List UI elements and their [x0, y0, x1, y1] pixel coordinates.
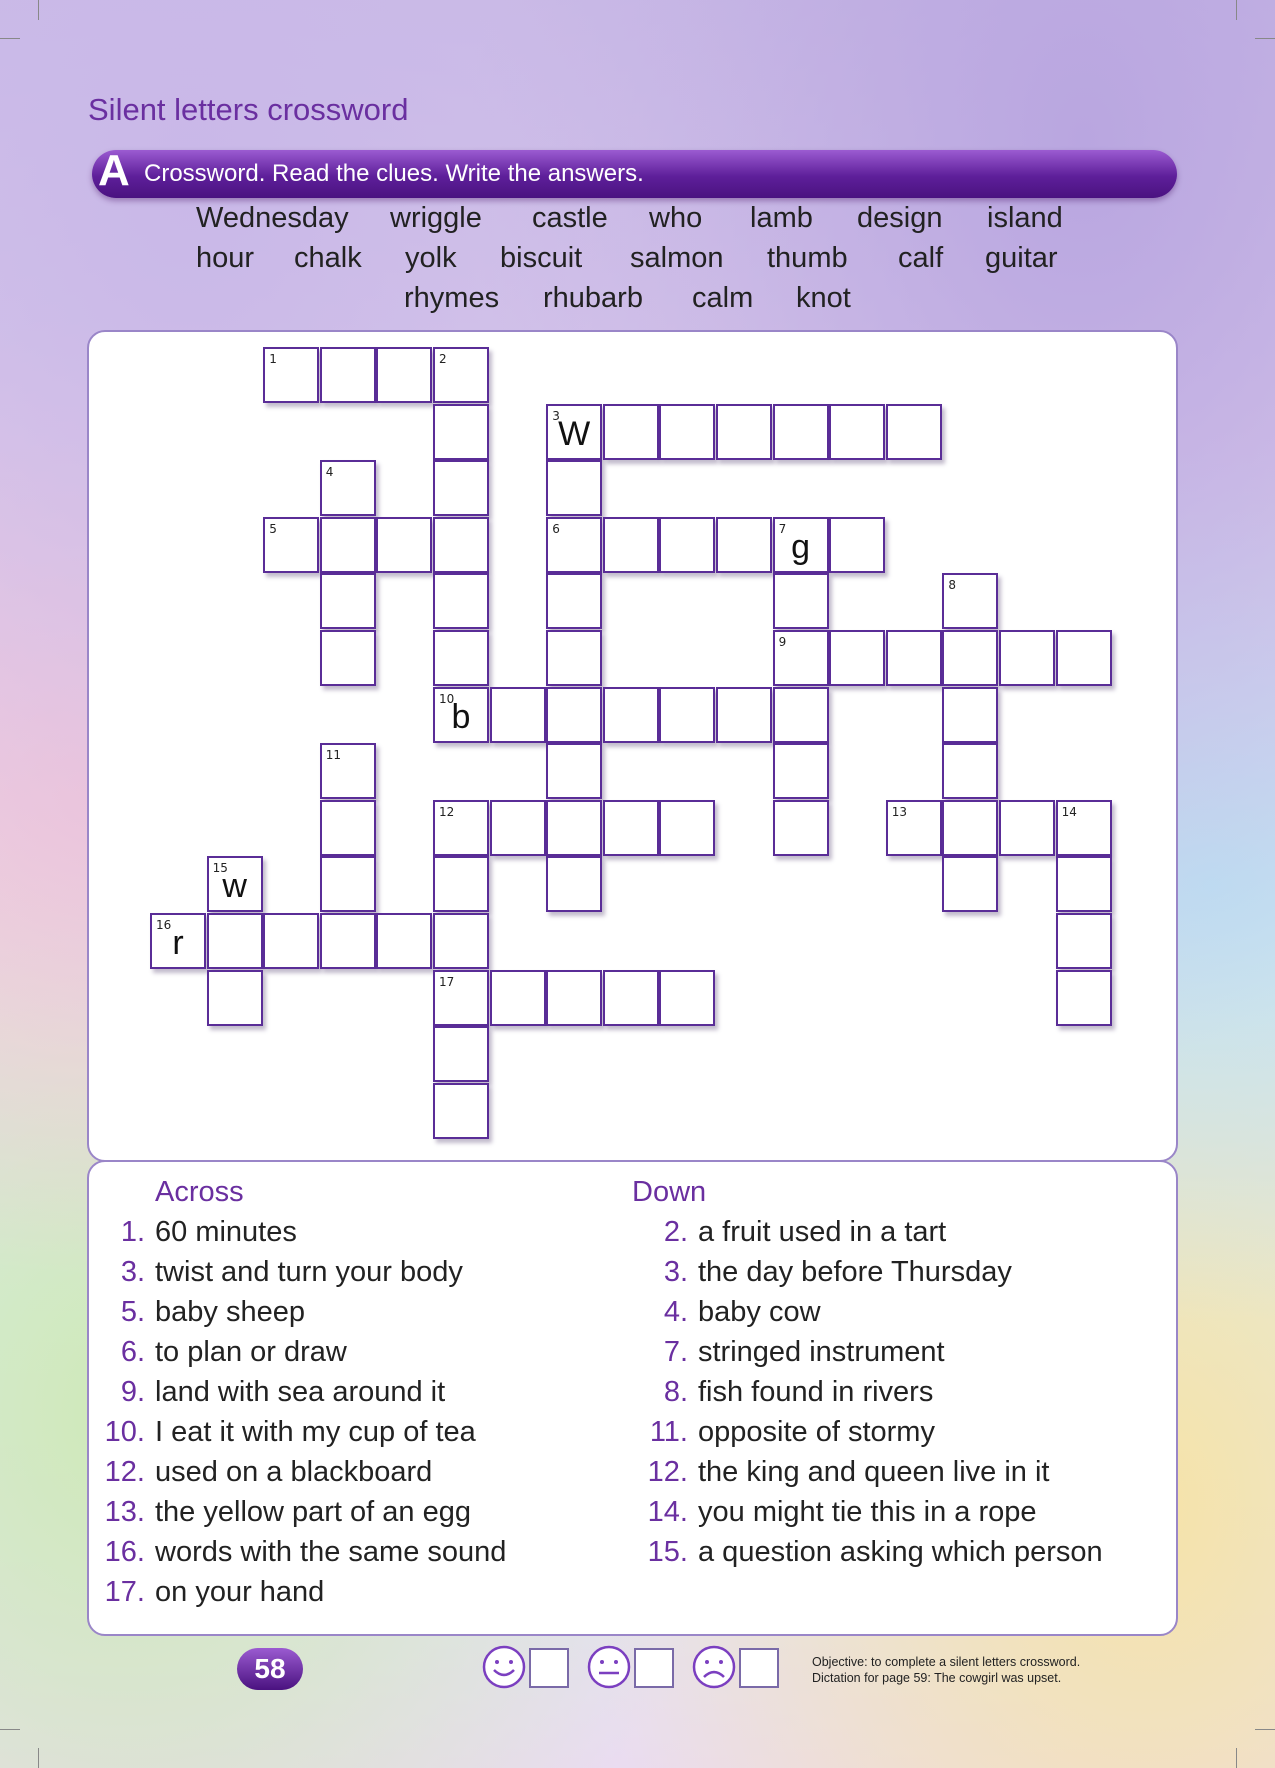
- crossword-cell[interactable]: [263, 517, 319, 573]
- crossword-cell[interactable]: [433, 913, 489, 969]
- word-bank-word: guitar: [985, 242, 1058, 274]
- clue-text: baby sheep: [155, 1296, 305, 1328]
- cell-letter: g: [791, 527, 811, 566]
- word-bank-word: rhymes: [404, 282, 500, 314]
- dictation-text: Dictation for page 59: The cowgirl was upset.: [812, 1671, 1062, 1685]
- crossword-cell[interactable]: [1056, 970, 1112, 1026]
- crossword-cell[interactable]: [490, 970, 546, 1026]
- happy-checkbox[interactable]: [529, 1648, 569, 1688]
- word-bank-word: calf: [898, 242, 944, 274]
- clue-text: the king and queen live in it: [698, 1456, 1050, 1488]
- crop-mark: [1236, 1748, 1237, 1768]
- across-clue: [120, 1212, 506, 1252]
- clue-text: stringed instrument: [698, 1336, 945, 1368]
- across-clues: [104, 1172, 507, 1612]
- across-clue: [104, 1532, 507, 1572]
- cell-number: 16: [156, 918, 172, 932]
- crossword-cell[interactable]: [659, 404, 715, 460]
- cell-number: 8: [948, 578, 957, 593]
- crossword-cell[interactable]: [546, 460, 602, 516]
- crop-mark: [38, 1748, 39, 1768]
- crossword-cell[interactable]: [659, 687, 715, 743]
- crossword-cell[interactable]: [603, 970, 659, 1026]
- crossword-cell[interactable]: [773, 743, 829, 799]
- crossword-cell[interactable]: [433, 856, 489, 912]
- word-bank-word: island: [987, 202, 1063, 234]
- clue-number: 7.: [663, 1336, 688, 1368]
- crossword-cell[interactable]: [376, 913, 432, 969]
- cell-number: 12: [439, 804, 455, 819]
- cell-number: 7: [778, 521, 787, 536]
- down-clue: [663, 1252, 1103, 1292]
- crossword-cell[interactable]: [942, 743, 998, 799]
- crossword-cell[interactable]: [546, 630, 602, 686]
- crossword-cell[interactable]: [263, 913, 319, 969]
- word-bank-word: hour: [196, 242, 255, 274]
- word-bank-row: [190, 202, 1090, 242]
- crossword-cell[interactable]: [433, 630, 489, 686]
- word-bank-word: design: [857, 202, 943, 234]
- down-clue: [647, 1452, 1103, 1492]
- crossword-cell[interactable]: [320, 347, 376, 403]
- crossword-cell[interactable]: [1056, 630, 1112, 686]
- clue-number: 3.: [663, 1256, 688, 1288]
- happy-face-icon: [482, 1645, 526, 1689]
- crossword-cell[interactable]: [999, 630, 1055, 686]
- sad-face-icon: [692, 1645, 736, 1689]
- word-bank-word: salmon: [630, 242, 724, 274]
- crossword-cell[interactable]: [1056, 856, 1112, 912]
- down-heading: Down: [632, 1176, 707, 1208]
- clue-text: opposite of stormy: [698, 1416, 935, 1448]
- clue-text: a question asking which person: [698, 1536, 1103, 1568]
- crossword-cell[interactable]: [320, 573, 376, 629]
- crossword-cell[interactable]: [942, 687, 998, 743]
- crop-mark: [0, 1729, 20, 1730]
- crossword-cell[interactable]: [207, 970, 263, 1026]
- crossword-cell[interactable]: [773, 630, 829, 686]
- objective-text: Objective: to complete a silent letters crossword.: [812, 1655, 1081, 1669]
- crossword-cell[interactable]: [999, 800, 1055, 856]
- cell-letter: w: [222, 867, 247, 906]
- clue-number: 15.: [647, 1536, 688, 1568]
- crossword-cell[interactable]: [659, 800, 715, 856]
- crossword-cell[interactable]: [150, 913, 206, 969]
- crossword-cell[interactable]: [829, 404, 885, 460]
- crossword-cell[interactable]: [320, 630, 376, 686]
- crossword-cell[interactable]: [433, 404, 489, 460]
- crossword-cell[interactable]: [716, 687, 772, 743]
- word-bank-word: biscuit: [500, 242, 583, 274]
- crop-mark: [0, 38, 20, 39]
- crossword-cell[interactable]: [659, 970, 715, 1026]
- crossword-cell[interactable]: [546, 856, 602, 912]
- crossword-cell[interactable]: [376, 347, 432, 403]
- clue-number: 9.: [120, 1376, 145, 1408]
- clue-number: 1.: [120, 1216, 145, 1248]
- crossword-cell[interactable]: [773, 800, 829, 856]
- crossword-cell[interactable]: [886, 404, 942, 460]
- crossword-cell[interactable]: [546, 573, 602, 629]
- clue-number: 6.: [120, 1336, 145, 1368]
- sad-checkbox[interactable]: [739, 1648, 779, 1688]
- neutral-face-icon: [587, 1645, 631, 1689]
- crossword-cell[interactable]: [490, 687, 546, 743]
- crossword-cell[interactable]: [433, 460, 489, 516]
- clue-number: 16.: [104, 1536, 145, 1568]
- section-instruction: Crossword. Read the clues. Write the answers.: [144, 160, 644, 187]
- word-bank-word: knot: [796, 282, 851, 314]
- crossword-cell[interactable]: [320, 800, 376, 856]
- across-clue: [120, 1292, 506, 1332]
- crossword-cell[interactable]: [320, 743, 376, 799]
- crossword-cell[interactable]: [603, 404, 659, 460]
- section-letter: A: [98, 146, 130, 195]
- cell-number: 2: [439, 352, 447, 366]
- crossword-cell[interactable]: [433, 573, 489, 629]
- cell-number: 9: [778, 635, 787, 649]
- cell-number: 13: [891, 804, 908, 819]
- across-clue: [104, 1412, 506, 1452]
- down-clue-list: [647, 1212, 1103, 1572]
- crossword-cell[interactable]: [320, 913, 376, 969]
- crossword-cell[interactable]: [773, 517, 829, 573]
- crossword-cell[interactable]: [942, 630, 998, 686]
- cell-number: 11: [325, 748, 342, 763]
- crossword-cell[interactable]: [716, 404, 772, 460]
- crossword-cell[interactable]: [716, 517, 772, 573]
- crop-mark: [38, 0, 39, 20]
- crossword-cell[interactable]: [433, 1083, 489, 1139]
- crossword-cell[interactable]: [207, 856, 263, 912]
- clue-text: you might tie this in a rope: [698, 1496, 1037, 1528]
- crop-mark: [1255, 38, 1275, 39]
- clue-text: words with the same sound: [155, 1536, 507, 1568]
- cell-number: 4: [325, 465, 334, 480]
- crossword-cell[interactable]: [942, 856, 998, 912]
- clue-text: to plan or draw: [155, 1336, 347, 1368]
- crossword-cell[interactable]: [433, 687, 489, 743]
- crossword-cell[interactable]: [546, 404, 602, 460]
- clue-number: 3.: [120, 1256, 145, 1288]
- across-clue: [120, 1332, 506, 1372]
- word-bank-word: yolk: [405, 242, 457, 274]
- word-bank-word: chalk: [294, 242, 362, 274]
- crossword-cell[interactable]: [490, 800, 546, 856]
- crossword-cell[interactable]: [546, 970, 602, 1026]
- down-clue: [649, 1412, 1103, 1452]
- word-bank-row: [190, 242, 1090, 282]
- across-clue: [104, 1492, 506, 1532]
- down-clue: [647, 1492, 1103, 1532]
- word-bank-word: wriggle: [390, 202, 482, 234]
- section-banner: [92, 146, 1177, 198]
- word-bank: [190, 202, 1090, 322]
- crossword-cell[interactable]: [433, 800, 489, 856]
- clue-text: baby cow: [698, 1296, 821, 1328]
- clue-text: a fruit used in a tart: [698, 1216, 947, 1248]
- crossword-cell[interactable]: [773, 573, 829, 629]
- clue-number: 14.: [647, 1496, 688, 1528]
- crossword-cell[interactable]: [942, 800, 998, 856]
- word-bank-word: rhubarb: [543, 282, 643, 314]
- crossword-cell[interactable]: [433, 347, 489, 403]
- cell-letter: b: [451, 697, 471, 736]
- crossword-cell[interactable]: [603, 800, 659, 856]
- crossword-cell[interactable]: [829, 517, 885, 573]
- cell-number: 17: [439, 974, 455, 989]
- across-clue: [104, 1452, 506, 1492]
- crossword-cell[interactable]: [546, 800, 602, 856]
- word-bank-word: thumb: [767, 242, 848, 274]
- crossword-cell[interactable]: [659, 517, 715, 573]
- word-bank-row: [190, 282, 1090, 322]
- crossword-cell[interactable]: [207, 913, 263, 969]
- down-clue: [663, 1372, 1103, 1412]
- clue-text: land with sea around it: [155, 1376, 446, 1408]
- clue-number: 12.: [104, 1456, 145, 1488]
- word-bank-word: castle: [532, 202, 608, 234]
- clue-number: 2.: [663, 1216, 688, 1248]
- down-clue: [663, 1332, 1103, 1372]
- clue-text: 60 minutes: [155, 1216, 297, 1248]
- word-bank-word: lamb: [750, 202, 813, 234]
- crossword-cell[interactable]: [773, 404, 829, 460]
- clue-text: twist and turn your body: [155, 1256, 463, 1288]
- across-clue: [120, 1252, 506, 1292]
- clue-text: the yellow part of an egg: [155, 1496, 471, 1528]
- page-title: Silent letters crossword: [88, 92, 409, 127]
- crossword-cell[interactable]: [546, 743, 602, 799]
- clue-number: 8.: [663, 1376, 688, 1408]
- crossword-cell[interactable]: [546, 517, 602, 573]
- down-clues: [632, 1172, 1103, 1572]
- crossword-cell[interactable]: [263, 347, 319, 403]
- word-bank-word: calm: [692, 282, 754, 314]
- crossword-cell[interactable]: [376, 517, 432, 573]
- cell-letter: W: [558, 414, 591, 453]
- crossword-cell[interactable]: [886, 800, 942, 856]
- clue-text: I eat it with my cup of tea: [155, 1416, 476, 1448]
- crossword-cell[interactable]: [320, 517, 376, 573]
- crossword-cell[interactable]: [433, 517, 489, 573]
- cell-number: 6: [552, 521, 560, 536]
- across-clue: [104, 1572, 506, 1612]
- crossword-cell[interactable]: [603, 517, 659, 573]
- clue-number: 4.: [663, 1296, 688, 1328]
- cell-number: 3: [552, 408, 560, 423]
- crossword-cell[interactable]: [433, 1026, 489, 1082]
- across-clue: [120, 1372, 506, 1412]
- clue-number: 10.: [104, 1416, 145, 1448]
- crossword-cell[interactable]: [1056, 800, 1112, 856]
- crossword-cell[interactable]: [603, 687, 659, 743]
- across-clue-list: [104, 1212, 507, 1612]
- cell-number: 15: [212, 861, 228, 876]
- cell-number: 1: [269, 352, 277, 366]
- page-number: 58: [237, 1648, 303, 1690]
- cell-number: 14: [1061, 804, 1077, 819]
- cell-number: 5: [269, 521, 277, 536]
- across-heading: Across: [155, 1176, 244, 1208]
- cell-letter: r: [172, 924, 184, 962]
- cell-number: 10: [439, 691, 455, 706]
- crop-mark: [1236, 0, 1237, 20]
- clue-number: 13.: [104, 1496, 145, 1528]
- clue-number: 11.: [649, 1416, 688, 1448]
- crossword-cell[interactable]: [886, 630, 942, 686]
- crossword-cell[interactable]: [942, 573, 998, 629]
- clue-text: used on a blackboard: [155, 1456, 433, 1488]
- crossword-cell[interactable]: [773, 687, 829, 743]
- clue-number: 17.: [104, 1576, 145, 1608]
- neutral-checkbox[interactable]: [634, 1648, 674, 1688]
- crossword-cell[interactable]: [1056, 913, 1112, 969]
- crossword-cell[interactable]: [829, 630, 885, 686]
- footnote: [812, 1654, 1080, 1686]
- clue-text: fish found in rivers: [698, 1376, 934, 1408]
- word-bank-word: who: [649, 202, 703, 234]
- clue-number: 12.: [647, 1456, 688, 1488]
- clue-text: on your hand: [155, 1576, 325, 1608]
- down-clue: [663, 1292, 1103, 1332]
- word-bank-word: Wednesday: [196, 202, 349, 234]
- crop-mark: [1255, 1729, 1275, 1730]
- down-clue: [647, 1532, 1103, 1572]
- crossword-cell[interactable]: [320, 856, 376, 912]
- crossword-cell[interactable]: [320, 460, 376, 516]
- crossword-cell[interactable]: [546, 687, 602, 743]
- down-clue: [663, 1212, 1103, 1252]
- crossword-cell[interactable]: [433, 970, 489, 1026]
- clue-text: the day before Thursday: [698, 1256, 1012, 1288]
- clue-number: 5.: [120, 1296, 145, 1328]
